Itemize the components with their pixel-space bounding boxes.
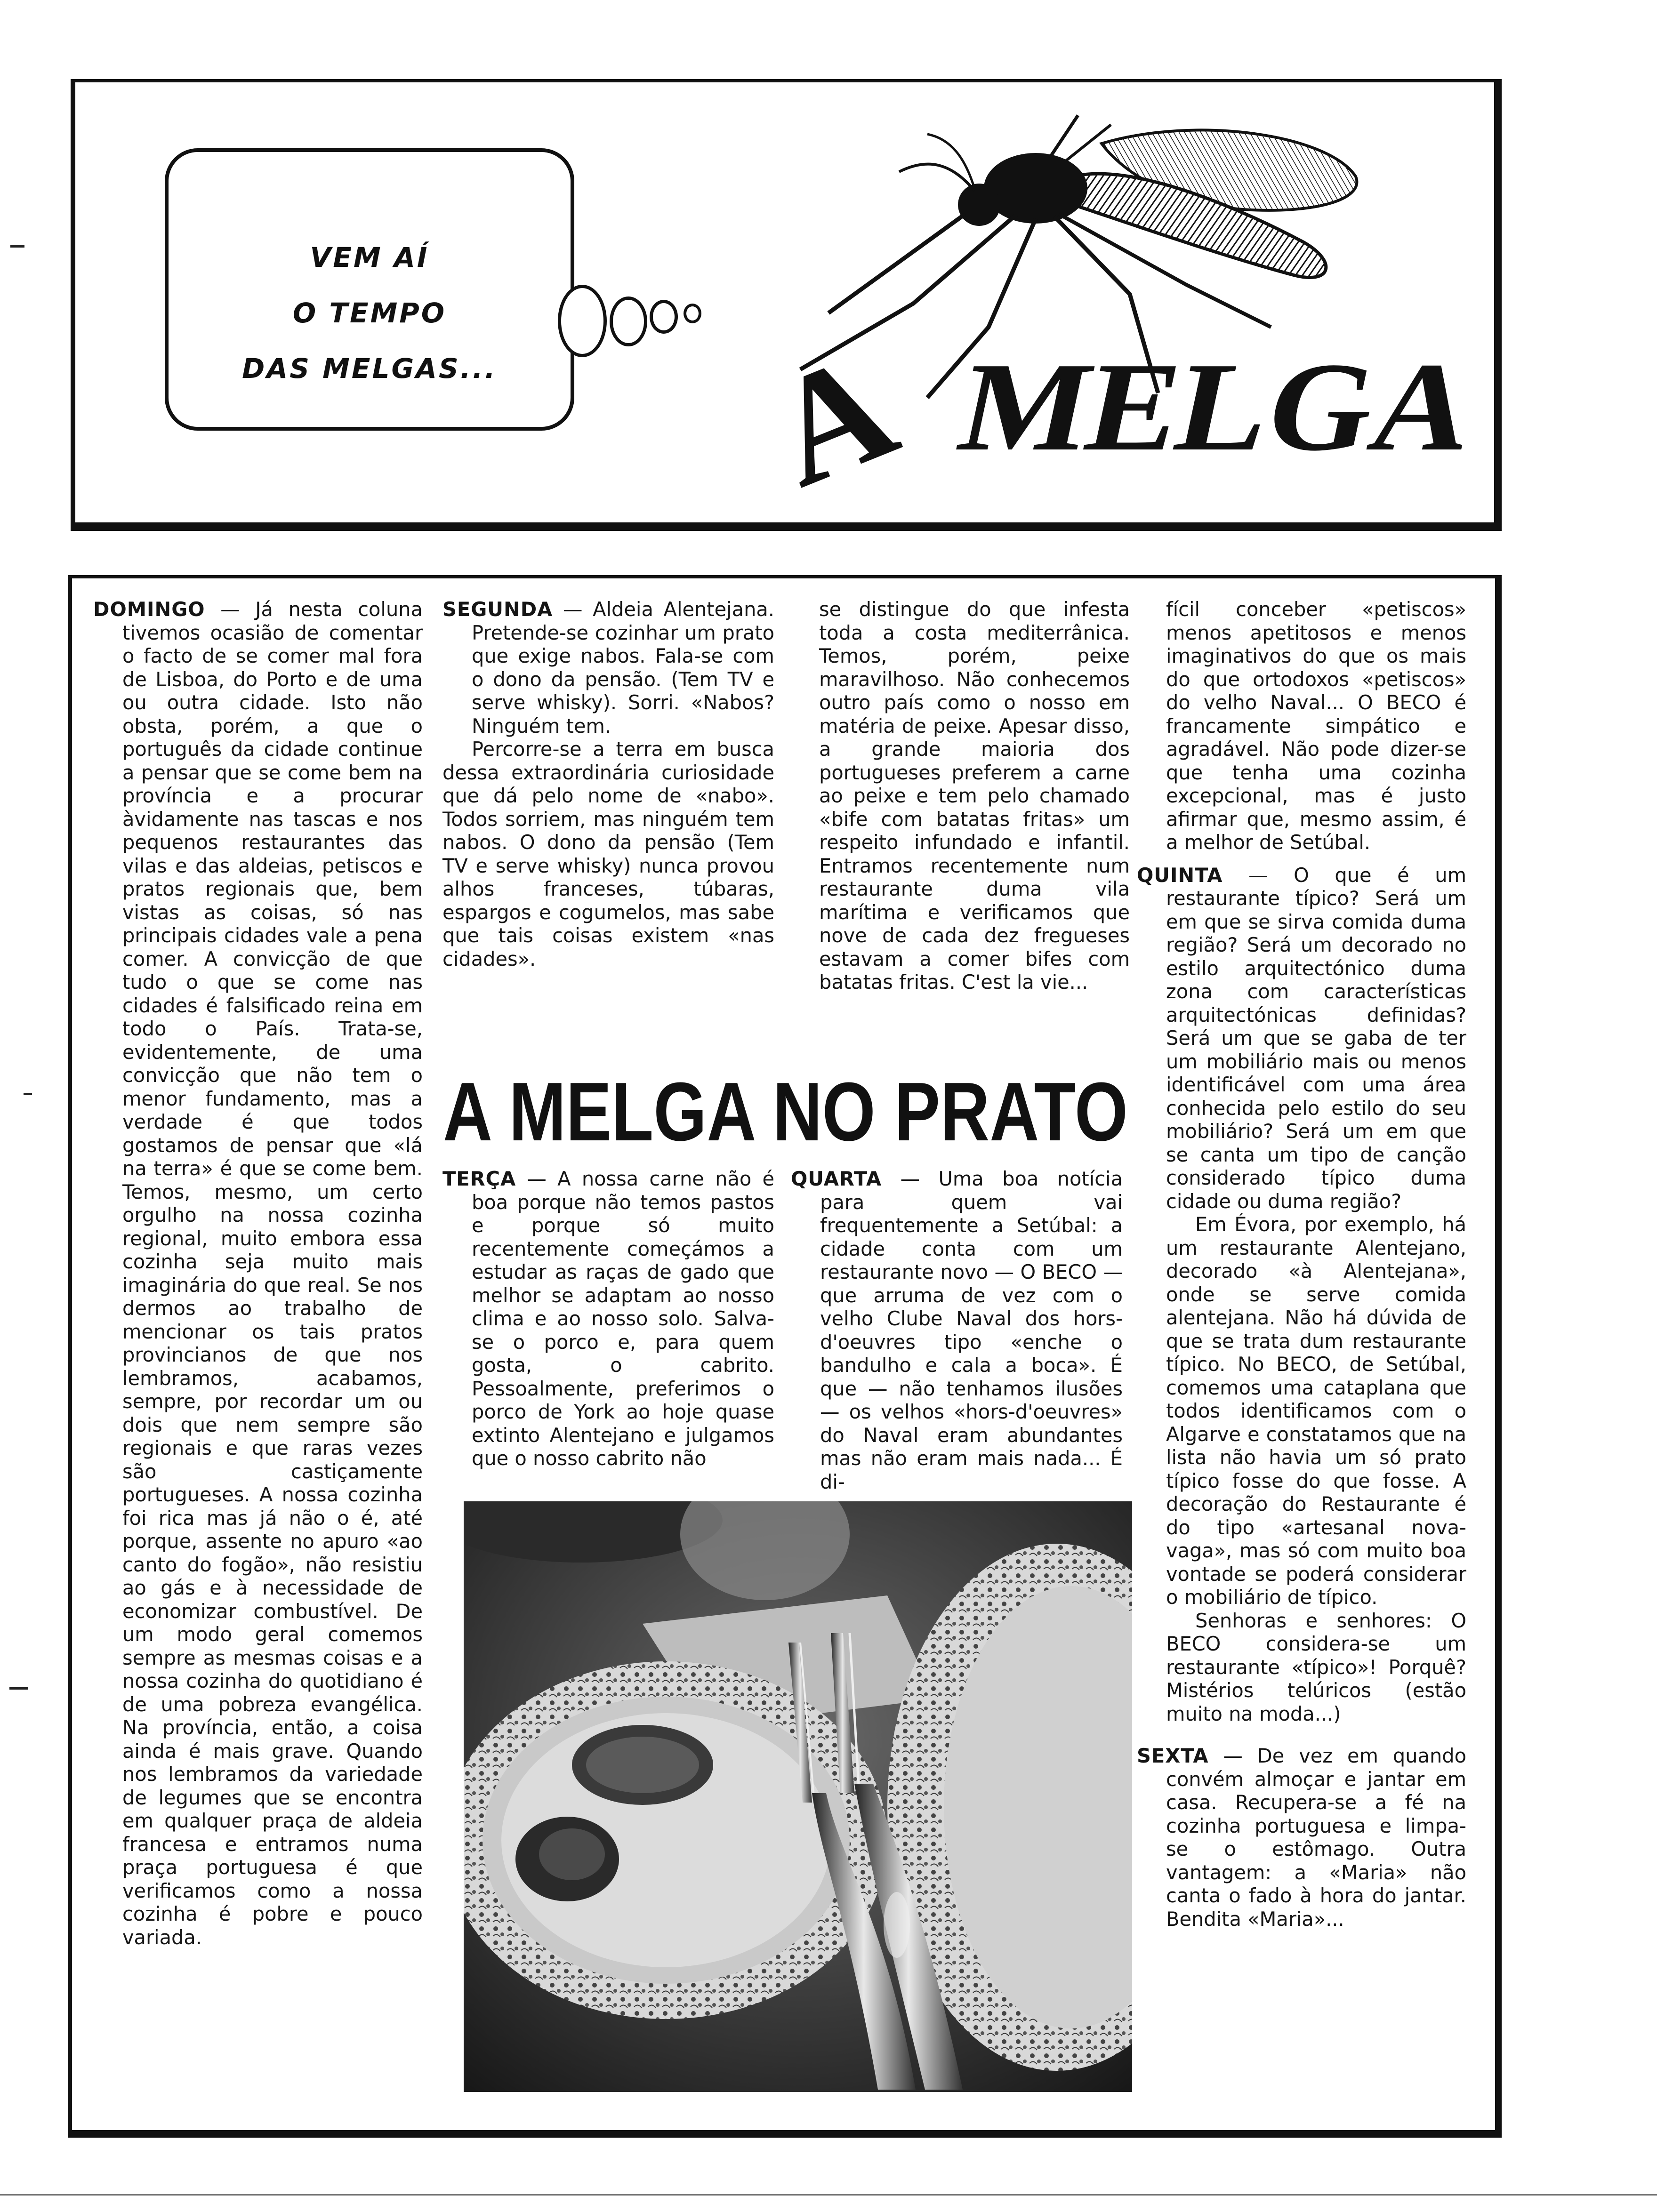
paragraph-segunda-2: Percorre-se a terra em busca dessa extraordinária curiosidade que dá pelo nome de «nabo». Todos sorriem, mas ninguém tem nabos. O dono da pensão (Tem TV e serve whisky) nunca provou alhos franceses, túbaras, espargos e cogumelos, mas sabe que tais coisas existem «nas cidades». (442, 737, 774, 970)
thought-bubble-large (558, 285, 607, 357)
paragraph-sexta (1137, 1744, 1466, 1931)
paragraph-quarta (791, 1167, 1123, 1493)
column-1 (93, 598, 423, 1949)
header-panel (71, 79, 1502, 531)
margin-mark-2 (24, 1093, 32, 1095)
headline-text: A MELGA NO PRATO (443, 1065, 1128, 1155)
margin-mark-4 (0, 2194, 1657, 2196)
thought-line-3: DAS MELGAS... (242, 353, 497, 385)
day-heading-sexta: SEXTA (1137, 1744, 1209, 1767)
melga-title-letter-a: A (748, 318, 917, 520)
melga-title (730, 308, 1483, 520)
domingo-text: — Já nesta coluna tivemos ocasião de comentar o facto de se comer mal fora de Lisboa, do Porto e de uma ou outra cidade. Isto não obsta, porém, a que o português da cidade continue a pensar que se come bem na província e a procurar àvidamente nas tascas e nos pequenos restaurantes das vilas e das aldeias, petiscos e pratos regionais que, bem vistas as coisas, só nas principais cidades vale a pena comer. A convicção de que tudo o que se come nas cidades é falsificado reina em todo o País. Trata-se, evidentemente, de uma convicção que não tem o menor fundamento, mas a verdade é que todos gostamos de pensar que «lá na terra» é que se come bem. Temos, mesmo, um certo orgulho na nossa cozinha regional, muito embora essa cozinha seja muito mais imaginária do que real. Se nos dermos ao trabalho de mencionar os tais pratos provincianos de que nos lembramos, acabamos, sempre, por recordar um ou dois que nem sempre são regionais e que raras vezes são castiçamente portugueses. A nossa cozinha foi rica mas já não o é, até porque, assente no apuro «ao canto do fogão», não resistiu ao gás e à necessidade de economizar combustível. De um modo geral comemos sempre as mesmas coisas e a nossa cozinha do quotidiano é de uma pobreza evangélica. Na província, então, a coisa ainda é mais grave. Quando nos lembramos da variedade de legumes que se encontra em qualquer praça de aldeia francesa e entramos numa praça portuguesa é que verificamos como a nossa cozinha é pobre e pouco variada. (122, 598, 423, 1949)
paragraph-quinta-3: Senhoras e senhores: O BECO considera-se um restaurante «típico»! Porquê? Mistérios telúricos (estão muito na moda...) (1166, 1609, 1466, 1725)
paragraph-col3: se distingue do que infesta toda a costa mediterrânica. Temos, porém, peixe maravilhoso. Não conhecemos outro país como o nosso em matéria de peixe. Apesar disso, a grande maioria dos portugueses preferem a carne ao peixe e tem pelo chamado «bife com batatas fritas» um respeito infundado e infantil. Entramos recentemente num restaurante duma vila marítima e verificamos que nove de cada dez fregueses estavam a comer bifes com batatas fritas. C'est la vie... (819, 598, 1130, 994)
thought-bubble-text (169, 230, 571, 396)
day-heading-terca: TERÇA (442, 1167, 516, 1190)
thought-bubble-tiny (684, 304, 701, 323)
article-headline (440, 1061, 1132, 1155)
melga-title-word: MELGA (948, 337, 1458, 478)
thought-line-2: O TEMPO (292, 297, 447, 329)
thought-bubble-box (165, 148, 574, 431)
paragraph-col4-continuation: fícil conceber «petiscos» menos apetitosos e menos imaginativos do que os mais do que ortodoxos «petiscos» do velho Naval... O BECO é francamente simpático e agradável. Não pode dizer-se que tenha uma cozinha excepcional, mas é justo afirmar que, mesmo assim, é a melhor de Setúbal. (1166, 598, 1466, 854)
day-heading-segunda: SEGUNDA (442, 598, 553, 621)
paragraph-segunda (442, 598, 774, 737)
thought-bubble-small (650, 300, 678, 334)
column-2 (442, 598, 774, 970)
table-setting-photo (464, 1501, 1132, 2092)
paragraph-domingo (93, 598, 423, 1949)
paragraph-terca (442, 1167, 774, 1470)
paragraph-quinta (1137, 864, 1466, 1213)
column-3 (819, 598, 1130, 994)
day-heading-domingo: DOMINGO (93, 598, 205, 621)
day-heading-quarta: QUARTA (791, 1167, 882, 1190)
day-heading-quinta: QUINTA (1137, 863, 1223, 887)
quarta-text: — Uma boa notícia para quem vai frequentemente a Setúbal: a cidade conta com um restaurante novo — O BECO — que arruma de vez com o velho Clube Naval dos hors-d'oeuvres tipo «enche o bandulho e cala a boca». É que — não tenhamos ilusões — os velhos «hors-d'oeuvres» do Naval eram abundantes mas não eram mais nada... É di- (820, 1167, 1123, 1493)
sexta-text: — De vez em quando convém almoçar e jantar em casa. Recupera-se a fé na cozinha portuguesa e limpa-se o estômago. Outra vantagem: a «Maria» não canta o fado à hora do jantar. Bendita «Maria»... (1166, 1744, 1466, 1931)
segunda-text: — Aldeia Alentejana. Pretende-se cozinhar um prato que exige nabos. Fala-se com o dono da pensão. (Tem TV e serve whisky). Sorri. «Nabos? Ninguém tem. (472, 598, 774, 737)
column-5 (442, 1167, 774, 1470)
column-6 (791, 1167, 1123, 1493)
thought-bubble-medium (610, 297, 647, 346)
margin-mark-3 (9, 1687, 28, 1690)
terca-text: — A nossa carne não é boa porque não temos pastos e porque só muito recentemente começámos a estudar as raças de gado que melhor se adaptam ao nosso clima e ao nosso solo. Salva-se o porco e, para quem gosta, o cabrito. Pessoalmente, preferimos o porco de York ao hoje quase extinto Alentejano e julgamos que o nosso cabrito não (472, 1167, 774, 1470)
margin-mark-1 (10, 245, 24, 248)
paragraph-quinta-2: Em Évora, por exemplo, há um restaurante Alentejano, decorado «à Alentejana», onde se serve comida alentejana. Não há dúvida de que se trata dum restaurante típico. No BECO, de Setúbal, comemos uma cataplana que todos identificamos com o Algarve e constatamos que na lista não havia um só prato típico fosse do que fosse. A decoração do Restaurante é do tipo «artesanal nova-vaga», mas só com muito boa vontade se poderá considerar o mobiliário de típico. (1166, 1213, 1466, 1609)
quinta-text: — O que é um restaurante típico? Será um em que se sirva comida duma região? Será um decorado no estilo arquitectónico duma zona com características arquitectónicas definidas? Será um que se gaba de ter um mobiliário mais ou menos identificável com uma área conhecida pelo estilo do seu mobiliário? Será um em que se canta um tipo de canção considerado típico duma cidade ou duma região? (1166, 863, 1466, 1213)
column-4 (1137, 598, 1466, 1931)
thought-line-1: VEM AÍ (310, 241, 429, 273)
